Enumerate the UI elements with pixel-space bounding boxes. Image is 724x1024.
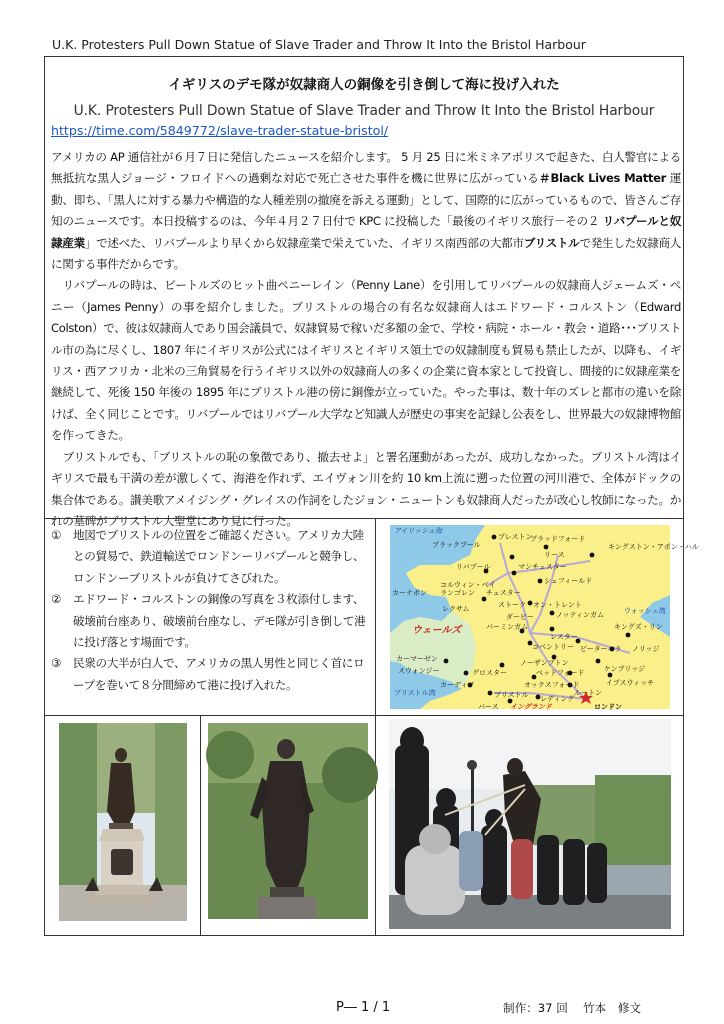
svg-text:ノリッジ: ノリッジ <box>632 645 660 653</box>
map-svg <box>390 525 699 711</box>
source-link[interactable]: https://time.com/5849772/slave-trader-statue-bristol/ <box>51 123 389 138</box>
svg-text:オックスフォード: オックスフォード <box>524 681 580 689</box>
svg-text:ノッティンガム: ノッティンガム <box>556 611 604 619</box>
page-number: P― 1 / 1 <box>336 1000 391 1015</box>
svg-text:ブラッドフォード: ブラッドフォード <box>530 535 586 543</box>
svg-text:コルウィン・ベイ: コルウィン・ベイ <box>440 581 496 589</box>
svg-text:ピーターバラ: ピーターバラ <box>580 645 622 653</box>
svg-text:ウェールズ: ウェールズ <box>412 625 462 636</box>
article-title-en: U.K. Protesters Pull Down Statue of Slave Trader and Throw It Into the Bristol Harbour <box>73 103 655 119</box>
paragraph-1: アメリカの AP 通信社が６月７日に発信したニュースを紹介します。 5 月 25 日に米ミネアポリスで起きた、白人警官による無抵抗な黒人ジョージ・フロイドへの過剰な対応で死亡させた事件を機に世界に広がっている＃Black Lives Matter 運動、即ち、「黒人に対する暴力や構造的な人種差別の撤廃を訴える運動」として、国際的に広がっているもので、皆さんご存知のニュースです。本日投稿するのは、今年４月２７日付で KPC に投稿した「最後のイギリス旅行－その２ リバプールと奴隷産業」で述べた、リバプールより早くから奴隷産業で栄えていた、イギリス南西部の大都市ブリストルで発生した奴隷商人に関する事件だからです。 <box>51 150 682 272</box>
svg-text:レディング: レディング <box>540 695 575 703</box>
svg-text:ウォッシュ湾: ウォッシュ湾 <box>624 607 666 615</box>
svg-text:バース: バース <box>478 703 499 711</box>
photo-statue-closeup <box>200 715 376 935</box>
svg-text:イプスウィッチ: イプスウィッチ <box>606 679 655 687</box>
svg-text:コベントリー: コベントリー <box>532 643 574 651</box>
svg-text:チェスター: チェスター <box>486 589 521 597</box>
running-header: U.K. Protesters Pull Down Statue of Slave Trader and Throw It Into the Bristol Harbour <box>52 37 586 52</box>
note-item: ③ 民衆の大半が白人で、アメリカの黒人男性と同じく首にロープを巻いて８分間締めて港に投げ入れた。 <box>51 656 365 692</box>
note-item: ② エドワード・コルストンの銅像の写真を３枚添付します、破壊前台座あり、破壊前台座なし、デモ隊が引き倒して港に投げ落とす場面です。 <box>51 592 366 650</box>
svg-text:マンチェスター: マンチェスター <box>518 563 567 571</box>
article-title-jp: イギリスのデモ隊が奴隷商人の銅像を引き倒して海に投げ入れた <box>168 77 560 93</box>
svg-text:ブラックプール: ブラックプール <box>432 541 481 549</box>
svg-text:ストーク・オン・トレント: ストーク・オン・トレント <box>498 601 582 609</box>
notes-and-map-row <box>45 518 699 716</box>
svg-text:ベッドフォード: ベッドフォード <box>536 669 585 677</box>
svg-text:ランゴレン: ランゴレン <box>440 589 475 597</box>
svg-text:カーディフ: カーディフ <box>440 681 475 689</box>
paragraph-3: ブリストルでも、「ブリストルの恥の象徴であり、撤去せよ」と署名運動があったが、成功しなかった。ブリストル湾はイギリスで最も干満の差が激しくて、海港を作れず、エイヴォン川を約 10 km上流に遡った位置の河川港で、全体がドックの集合体である。讃美歌アメイジング・グレイスの作詞をしたジョン・ニュートンも奴隷商人だったが改心し牧師になった。かれの墓碑がブリストル大聖堂にあり見に行った。 <box>51 449 681 528</box>
svg-text:バーミンガム: バーミンガム <box>486 623 528 631</box>
england-wales-map <box>375 519 699 715</box>
svg-text:ルートン: ルートン <box>574 689 602 697</box>
note-item: ① 地図でブリストルの位置をご確認ください。アメリカ大陸との貿易で、鉄道輸送でロンドンーリバプールと競争し、ロンドンーブリストルが負けてさびれた。 <box>51 528 365 585</box>
svg-text:キングズ・リン: キングズ・リン <box>614 623 663 631</box>
svg-text:リース: リース <box>544 551 565 559</box>
svg-text:ブリストル: ブリストル <box>494 691 529 699</box>
paragraph-2: リバプールの時は、ビートルズのヒット曲ペニーレイン（Penny Lane）を引用してリバプールの奴隷商人ジェームズ・ペニー（James Penny）の事を紹介しました。ブリストルの場合の有名な奴隷商人はエドワード・コルストン（Edward Colston）で、彼は奴隷商人であり国会議員で、奴隷貿易で稼いだ多額の金で、学校・病院・ホール・教会・道路･･･ブリストル市の為に尽くし、1807 年にイギリスが公式にはイギリスとイギリス領土での奴隷制度も貿易も禁止したが、以降も、イギリス・西アフリカ・北米の三角貿易を行うイギリス以外の奴隷商人の多くの企業に資本家として投資し、間接的に奴隷産業を継続して、死後 150 年後の 1895 年にブリストル港の傍に銅像が立っていた。やった事は、数十年のズレと都市の違いを除けば、全く同じことです。リバプールではリバプール大学など知識人が歴史の事実を記録し公表をし、世界最大の奴隷博物館を作ってきた。 <box>51 278 681 443</box>
photo-statue-with-pedestal <box>45 715 201 935</box>
svg-text:ケンブリッジ: ケンブリッジ <box>604 665 646 673</box>
svg-text:スウォンジー: スウォンジー <box>398 667 440 675</box>
svg-text:リバプール: リバプール <box>456 563 491 571</box>
notes-list <box>51 525 371 696</box>
author-credit: 制作：37 回 竹本 修文 <box>503 1001 642 1015</box>
svg-text:グロスター: グロスター <box>472 669 507 677</box>
svg-text:ノーザンプトン: ノーザンプトン <box>520 659 569 667</box>
svg-text:プレストン: プレストン <box>498 533 533 541</box>
svg-text:キングストン・アポン・ハル: キングストン・アポン・ハル <box>608 543 699 551</box>
article-body <box>51 147 681 532</box>
svg-text:カーマーゼン: カーマーゼン <box>396 655 438 663</box>
photo-protesters-pulling-statue <box>375 715 683 935</box>
document-frame <box>44 56 699 936</box>
svg-text:ロンドン: ロンドン <box>594 703 622 711</box>
svg-text:ダービー: ダービー <box>506 613 534 621</box>
svg-text:イングランド: イングランド <box>510 703 552 711</box>
svg-text:カーナボン: カーナボン <box>392 589 427 597</box>
photo-row <box>45 715 683 935</box>
svg-text:シェフィールド: シェフィールド <box>544 577 593 585</box>
svg-text:レスター: レスター <box>550 633 578 641</box>
svg-text:ブリストル湾: ブリストル湾 <box>394 689 436 697</box>
svg-text:レクサム: レクサム <box>442 605 470 613</box>
svg-text:アイリッシュ海: アイリッシュ海 <box>394 527 442 535</box>
